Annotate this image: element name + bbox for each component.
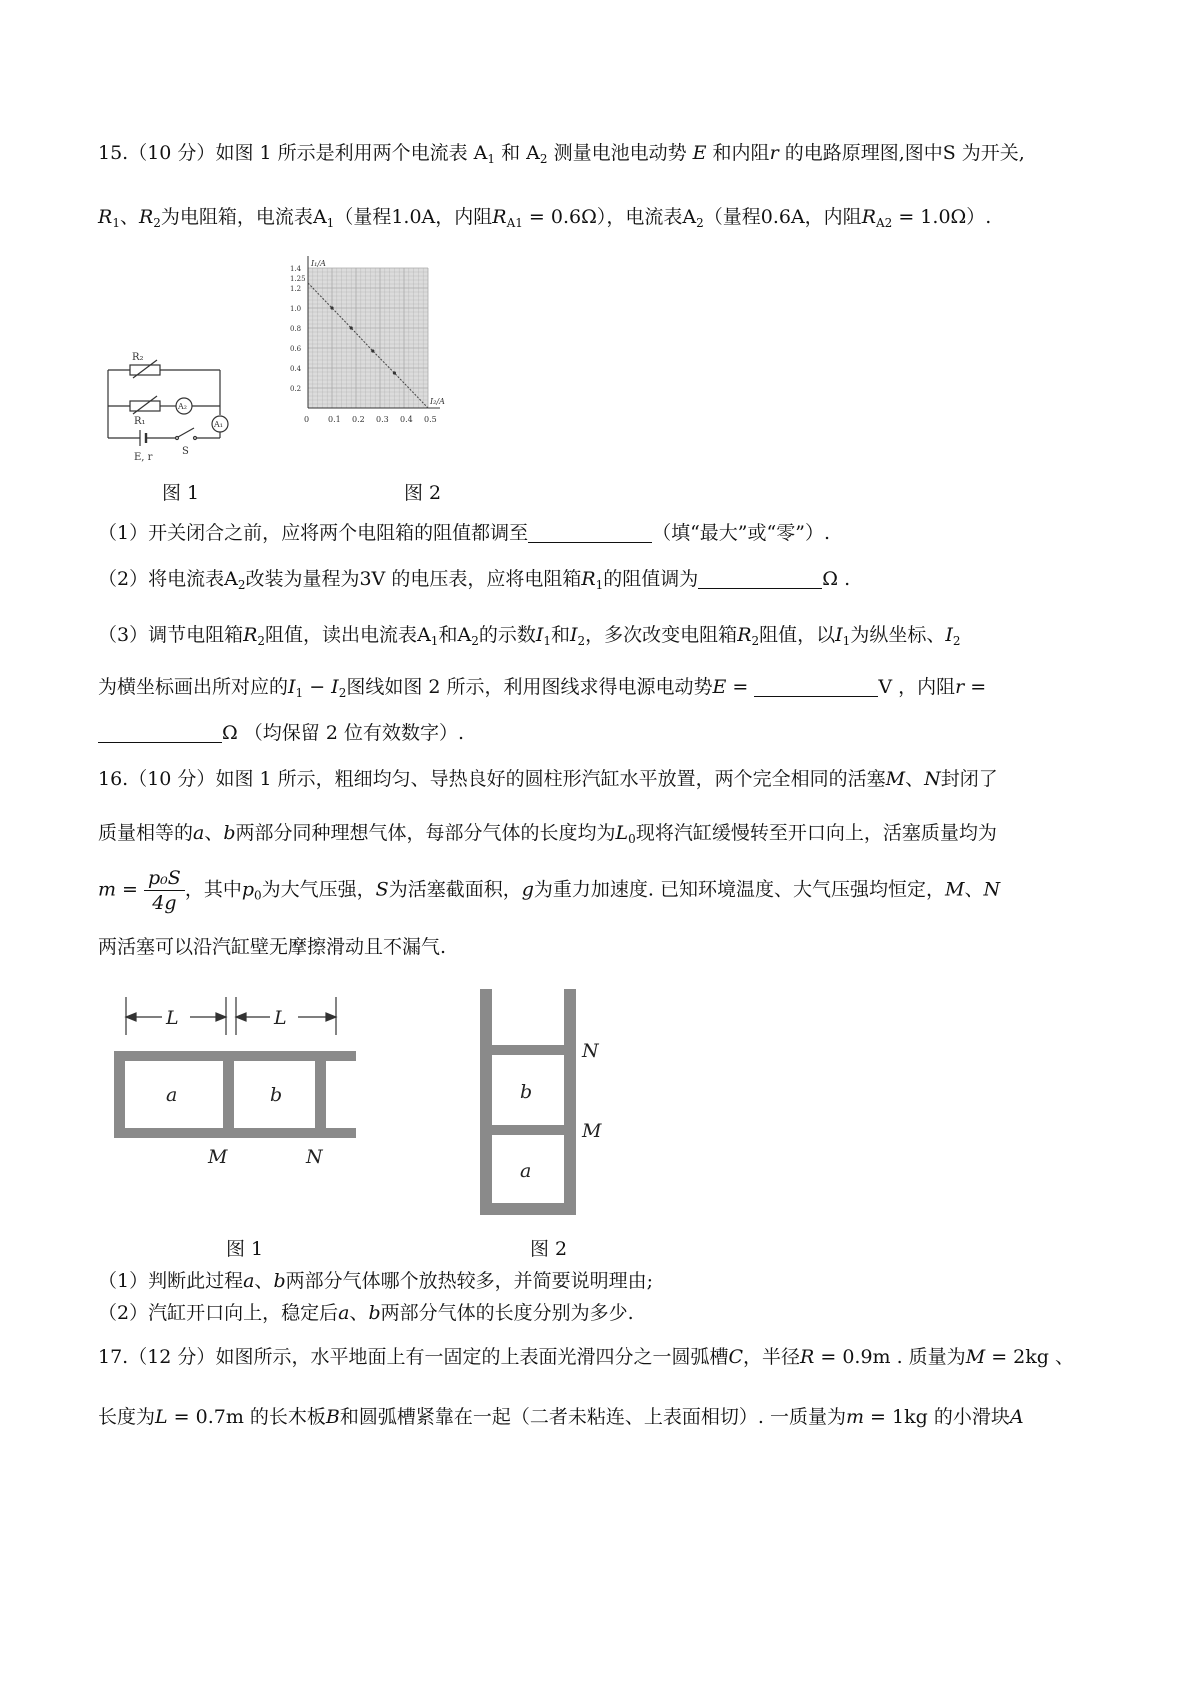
y-axis-label: I₁/A	[311, 259, 326, 268]
x-tick-label: 0	[304, 415, 310, 424]
y-tick-label: 0.8	[290, 325, 302, 333]
i1-i2-chart	[290, 248, 490, 470]
y-tick-label: 0.6	[290, 345, 302, 353]
svg-text:L: L	[274, 1007, 287, 1029]
data-point	[330, 306, 333, 309]
fig1-caption: 图 1	[226, 1238, 264, 1260]
q17-line1: 17.（12 分）如图所示，水平地面上有一固定的上表面光滑四分之一圆弧槽C，半径R = 0.9m . 质量为M = 2kg 、	[98, 1346, 1074, 1368]
answer-blank[interactable]	[754, 676, 878, 697]
y-tick-label: 1.0	[290, 305, 302, 313]
data-point	[350, 326, 353, 329]
q16-line4: 两活塞可以沿汽缸壁无摩擦滑动且不漏气.	[98, 936, 447, 958]
y-tick-label: 1.2	[290, 285, 302, 293]
x-tick-label: 0.4	[400, 415, 413, 424]
horizontal-cylinder	[110, 995, 370, 1175]
q15-part1: （1）开关闭合之前，应将两个电阻箱的阻值都调至 （填“最大”或“零”）.	[98, 522, 830, 544]
y-tick-label: 1.25	[290, 275, 306, 283]
svg-text:L: L	[166, 1007, 179, 1029]
q16-line2: 质量相等的a、b两部分同种理想气体，每部分气体的长度均为$L_0$现将汽缸缓慢转至开口向上，活塞质量均为	[98, 822, 997, 846]
answer-blank[interactable]	[528, 522, 652, 543]
x-tick-label: 0.1	[328, 415, 341, 424]
q15-line1: 15.（10 分）如图 1 所示是利用两个电流表 $A_1$ 和 $A_2$ 测量电池电动势 E 和内阻r 的电路原理图,图中S 为开关,	[98, 142, 1025, 166]
x-axis-label: I₂/A	[430, 397, 445, 406]
data-point	[393, 371, 396, 374]
q16-part2: （2）汽缸开口向上，稳定后a、b两部分气体的长度分别为多少.	[98, 1302, 634, 1324]
svg-text:a: a	[166, 1084, 178, 1106]
r2-label: R₂	[132, 352, 144, 363]
q15-part3-cont: 为横坐标画出所对应的$I_1 - I_2$图线如图 2 所示，利用图线求得电源电动势E = V ，内阻r =	[98, 676, 987, 700]
q15-part3: （3）调节电阻箱$R_2$阻值，读出电流表$A_1$和$A_2$的示数$I_1$和$I_2$，多次改变电阻箱$R_2$阻值，以$I_1$为纵坐标、$I_2$	[98, 624, 961, 648]
q15-part3-end: Ω （均保留 2 位有效数字）.	[98, 720, 464, 746]
svg-text:b: b	[270, 1084, 283, 1106]
q17-line2: 长度为L = 0.7m 的长木板B和圆弧槽紧靠在一起（二者未粘连、上表面相切）. 一质量为m = 1kg 的小滑块A	[98, 1406, 1024, 1428]
y-tick-label: 0.4	[290, 365, 302, 373]
question-number: 15.	[98, 142, 129, 164]
x-tick-label: 0.5	[424, 415, 437, 424]
q15-part2: （2）将电流表$A_2$改装为量程为3V 的电压表，应将电阻箱$R_1$的阻值调为 Ω .	[98, 568, 851, 592]
fig2-caption: 图 2	[404, 482, 442, 504]
answer-blank[interactable]	[698, 568, 822, 589]
x-tick-label: 0.3	[376, 415, 389, 424]
answer-blank[interactable]	[98, 722, 222, 743]
svg-text:E, r: E, r	[134, 452, 153, 463]
vertical-cylinder	[470, 985, 620, 1225]
svg-text:A₂: A₂	[178, 402, 187, 411]
chart-plot-area	[308, 268, 428, 408]
y-tick-label: 1.4	[290, 265, 302, 273]
svg-text:N: N	[582, 1040, 599, 1062]
data-point	[371, 349, 374, 352]
question-number: 16.	[98, 768, 129, 790]
svg-text:M: M	[208, 1146, 228, 1168]
svg-text:S: S	[182, 446, 189, 457]
svg-text:A₁: A₁	[214, 420, 223, 429]
fig2-caption: 图 2	[530, 1238, 568, 1260]
y-tick-label: 0.2	[290, 385, 302, 393]
q16-line1: 16.（10 分）如图 1 所示，粗细均匀、导热良好的圆柱形汽缸水平放置，两个完全相同的活塞M、N封闭了	[98, 768, 998, 790]
svg-text:N: N	[306, 1146, 323, 1168]
fraction: $\frac{\text{p₀S}}{4g}$	[144, 866, 185, 915]
svg-text:M: M	[582, 1120, 602, 1142]
x-tick-label: 0.2	[352, 415, 365, 424]
circuit-diagram	[100, 320, 250, 470]
q16-line3: m = $\frac{\text{p₀S}}{4g}$ ，其中$p_0$为大气压强，S为活塞截面积，g为重力加速度. 已知环境温度、大气压强均恒定，M、N	[98, 867, 1001, 914]
r1-label: R₁	[134, 416, 146, 427]
fig1-caption: 图 1	[162, 482, 200, 504]
svg-text:b: b	[520, 1081, 533, 1103]
svg-text:a: a	[520, 1160, 532, 1182]
q16-part1: （1）判断此过程a、b两部分气体哪个放热较多，并简要说明理由;	[98, 1270, 654, 1292]
q15-line2: $R_1$、$R_2$为电阻箱，电流表$A_1$（量程1.0A，内阻$R_{A1} = 0.6\Omega$），电流表$A_2$（量程0.6A，内阻$R_{A2} = 1.0\Omega$）.	[98, 206, 992, 230]
question-number: 17.	[98, 1346, 129, 1368]
